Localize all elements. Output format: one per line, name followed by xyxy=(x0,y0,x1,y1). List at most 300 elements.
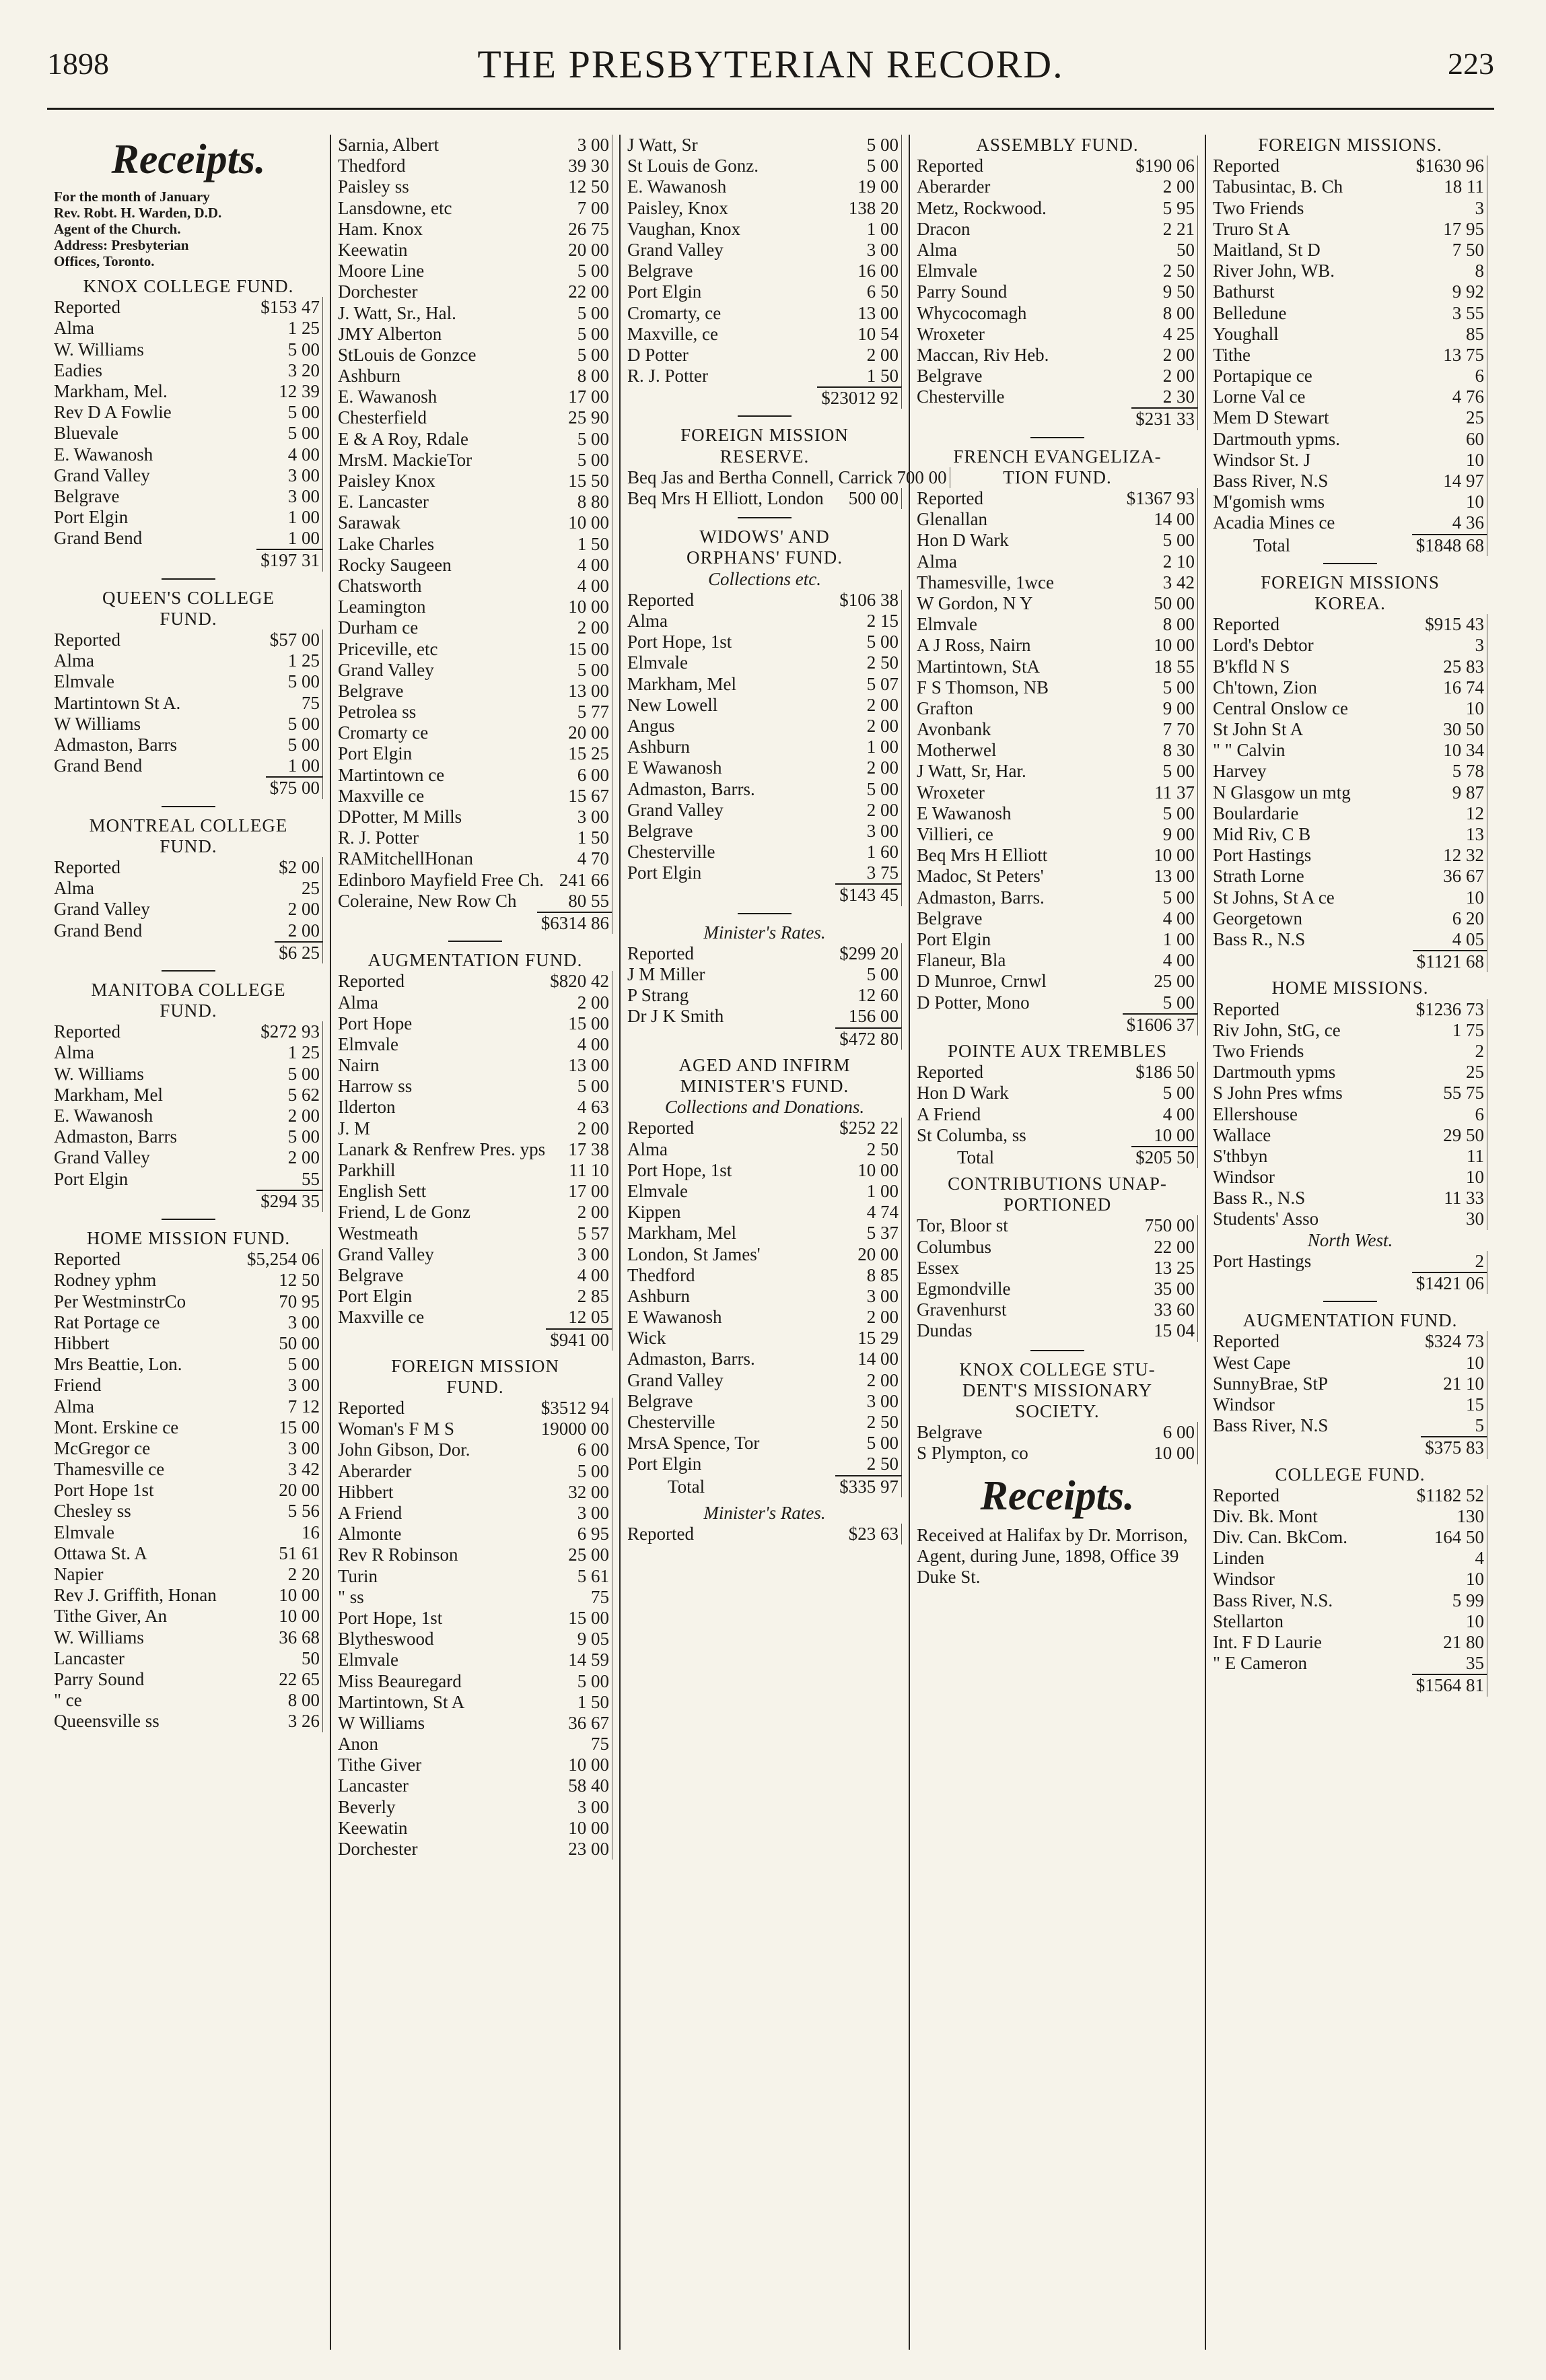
entry-label: Reported xyxy=(917,488,983,509)
entry-label: W Williams xyxy=(338,1712,425,1733)
entry-label: Ilderton xyxy=(338,1097,396,1118)
entry-label: W Gordon, N Y xyxy=(917,592,1033,613)
entry-amount: 2 00 xyxy=(863,695,902,716)
entry-label: Windsor xyxy=(1213,1394,1275,1415)
entry-row xyxy=(54,1333,323,1354)
entry-amount: 1 00 xyxy=(284,528,323,549)
entry-row xyxy=(627,1391,902,1412)
entry-row xyxy=(627,1370,902,1391)
column-5 xyxy=(1205,135,1494,2350)
entry-row xyxy=(917,782,1198,803)
entry-label: Cromarty, ce xyxy=(627,302,722,323)
page-year: 1898 xyxy=(47,46,109,81)
entry-label: Bass R., N.S xyxy=(1213,1188,1306,1209)
entry-label: N Glasgow un mtg xyxy=(1213,782,1351,803)
entry-amount: 4 00 xyxy=(573,576,612,597)
entry-row xyxy=(338,240,612,261)
entry-label: Reported xyxy=(1213,998,1279,1019)
entry-label: Reported xyxy=(917,1062,983,1083)
entry-row xyxy=(54,1585,323,1606)
entry-label: Tithe xyxy=(1213,344,1251,365)
entry-label: M'gomish wms xyxy=(1213,491,1325,512)
entry-amount: 3 00 xyxy=(863,240,902,261)
entry-row xyxy=(917,992,1198,1013)
entry-amount: 700 00 xyxy=(892,467,950,488)
entry-label: Admaston, Barrs. xyxy=(627,778,755,799)
fund-heading: FOREIGN MISSION xyxy=(391,1355,559,1376)
entry-row xyxy=(917,551,1198,572)
entry-row xyxy=(917,1237,1198,1258)
entry-row xyxy=(54,693,323,714)
entry-row xyxy=(627,1202,902,1223)
entry-row xyxy=(1213,1394,1487,1415)
entry-row xyxy=(1213,1527,1487,1548)
entry-row xyxy=(54,402,323,423)
entry-label: R. J. Potter xyxy=(627,366,709,386)
entry-label: Egmondville xyxy=(917,1279,1011,1299)
entry-amount: 2 50 xyxy=(863,1412,902,1433)
entry-amount: 2 00 xyxy=(863,800,902,821)
entry-amount: 11 10 xyxy=(565,1160,612,1181)
entry-amount: 20 00 xyxy=(564,240,612,261)
entry-amount: 14 97 xyxy=(1439,471,1487,491)
entry-row xyxy=(54,1417,323,1438)
fund-heading: PORTIONED xyxy=(1003,1194,1112,1215)
entry-row xyxy=(54,878,323,899)
entry-label: Whycocomagh xyxy=(917,302,1027,323)
entry-row xyxy=(54,1042,323,1063)
entry-label: Reported xyxy=(338,1398,405,1419)
entry-label: Port Elgin xyxy=(338,1286,413,1307)
entry-amount: 5 xyxy=(1471,1415,1488,1436)
entry-amount: 241 66 xyxy=(555,870,612,891)
entry-row xyxy=(54,1564,323,1585)
entry-row xyxy=(917,1215,1198,1236)
entry-row xyxy=(1213,1331,1487,1352)
entry-label: Blytheswood xyxy=(338,1629,434,1650)
entry-label: S John Pres wfms xyxy=(1213,1083,1343,1103)
entry-row xyxy=(1213,740,1487,761)
entry-row xyxy=(627,611,902,632)
entry-amount: 2 20 xyxy=(284,1564,323,1585)
fund-section xyxy=(917,446,1198,1034)
fund-heading: HOME MISSIONS. xyxy=(1271,978,1429,998)
entry-label: Martintown ce xyxy=(338,764,445,785)
entry-amount: 2 00 xyxy=(1159,366,1198,386)
entry-label: Hibbert xyxy=(338,1481,394,1502)
entry-amount: 75 xyxy=(587,1734,612,1755)
entry-label: Beq Mrs H Elliott, London xyxy=(627,488,824,509)
entry-row xyxy=(917,240,1198,261)
entry-amount: 26 75 xyxy=(564,219,612,240)
entry-label: MrsA Spence, Tor xyxy=(627,1433,760,1454)
entry-row xyxy=(338,1713,612,1734)
fund-total-amount: $197 31 xyxy=(256,549,323,571)
entry-amount: 4 25 xyxy=(1159,324,1198,345)
entry-row xyxy=(54,1085,323,1106)
entry-label: Dr J K Smith xyxy=(627,1006,724,1027)
entry-label: Chesterville xyxy=(627,842,715,862)
entry-amount: 33 60 xyxy=(1150,1299,1198,1320)
entry-amount: 1 00 xyxy=(863,1181,902,1202)
fund-section xyxy=(627,1503,902,1544)
entry-label: Chesterfield xyxy=(338,407,427,428)
entry-amount: 25 90 xyxy=(564,407,612,428)
entry-amount: 2 xyxy=(1471,1251,1488,1272)
entry-label: " E Cameron xyxy=(1213,1653,1307,1674)
entry-row xyxy=(627,1307,902,1328)
intro-line: For the month of January xyxy=(54,189,210,205)
entry-amount: 10 xyxy=(1462,1569,1487,1590)
entry-amount: 2 30 xyxy=(1159,386,1198,407)
entry-row xyxy=(338,870,612,891)
entry-row xyxy=(338,786,612,807)
entry-label: B'kfld N S xyxy=(1213,656,1290,677)
entry-row xyxy=(338,1524,612,1544)
entry-label: Grand Valley xyxy=(54,1147,150,1168)
entry-label: Windsor xyxy=(1213,1167,1275,1188)
entry-row xyxy=(338,281,612,302)
fund-total-row xyxy=(338,1328,612,1349)
entry-row xyxy=(54,444,323,465)
fund-total-amount: $294 35 xyxy=(256,1190,323,1212)
entry-row xyxy=(917,593,1198,614)
entry-label: Windsor St. J xyxy=(1213,449,1311,470)
entry-amount: 30 50 xyxy=(1439,719,1487,740)
fund-section xyxy=(917,1041,1198,1167)
entry-amount: 7 70 xyxy=(1159,719,1198,740)
entry-amount: 14 00 xyxy=(853,1349,902,1369)
entry-amount: 5 00 xyxy=(1159,887,1198,908)
entry-label: Wick xyxy=(627,1328,666,1349)
entry-label: J M Miller xyxy=(627,964,705,985)
entry-row xyxy=(627,695,902,716)
entry-label: Edinboro Mayfield Free Ch. xyxy=(338,869,544,890)
entry-amount: $1236 73 xyxy=(1412,999,1487,1020)
entry-label: J Watt, Sr, Har. xyxy=(917,761,1026,782)
entry-row xyxy=(54,857,323,878)
fund-total-amount: $6 25 xyxy=(275,941,323,963)
entry-amount: 8 xyxy=(1471,261,1488,281)
entry-row xyxy=(338,1587,612,1608)
entry-amount: 75 xyxy=(297,693,323,714)
entry-row xyxy=(54,1312,323,1333)
entry-amount: 15 00 xyxy=(275,1417,323,1438)
entry-label: Paisley, Knox xyxy=(627,197,728,218)
entry-amount: 5 00 xyxy=(573,345,612,366)
entry-row xyxy=(338,491,612,512)
fund-total-row xyxy=(54,941,323,962)
entry-label: E Wawanosh xyxy=(917,803,1012,823)
entry-amount: 11 37 xyxy=(1150,782,1198,803)
entry-amount: 21 10 xyxy=(1439,1373,1487,1394)
entry-amount: 3 00 xyxy=(573,135,612,156)
entry-label: Rodney yphm xyxy=(54,1270,157,1291)
fund-section xyxy=(627,922,902,1048)
entry-row xyxy=(1213,1251,1487,1272)
entry-row xyxy=(917,908,1198,929)
entry-row xyxy=(54,1459,323,1480)
entry-amount: 70 95 xyxy=(275,1291,323,1312)
entry-amount: 3 00 xyxy=(284,1438,323,1459)
entry-row xyxy=(1213,1188,1487,1209)
page-title: THE PRESBYTERIAN RECORD. xyxy=(477,42,1064,86)
entry-label: Parkhill xyxy=(338,1160,396,1181)
entry-row xyxy=(627,345,902,366)
entry-row xyxy=(54,735,323,755)
entry-amount: 5 00 xyxy=(1159,761,1198,782)
entry-amount: 80 55 xyxy=(564,891,612,912)
fund-heading: AUGMENTATION FUND. xyxy=(367,950,583,971)
entry-label: Belgrave xyxy=(338,680,404,701)
fund-heading: ORPHANS' FUND. xyxy=(687,547,843,568)
entry-label: Petrolea ss xyxy=(338,702,417,722)
entry-label: Grand Bend xyxy=(54,528,143,549)
fund-heading: HOME MISSION FUND. xyxy=(86,1227,291,1248)
entry-label: Hon D Wark xyxy=(917,1083,1009,1103)
entry-amount: 1 75 xyxy=(1448,1020,1487,1041)
entry-row xyxy=(1213,240,1487,261)
fund-total-amount: $941 00 xyxy=(546,1328,612,1351)
section-divider xyxy=(448,941,502,942)
entry-amount: 2 85 xyxy=(573,1286,612,1307)
fund-total-row xyxy=(627,1475,902,1496)
section-divider xyxy=(738,415,792,417)
entry-amount: 5 00 xyxy=(284,339,323,360)
fund-section xyxy=(627,1055,902,1496)
entry-label: Moore Line xyxy=(338,261,425,281)
entry-label: Elmvale xyxy=(338,1033,398,1054)
entry-row xyxy=(627,1006,902,1027)
entry-amount: 17 95 xyxy=(1439,219,1487,240)
entry-amount: 15 29 xyxy=(853,1328,902,1349)
entry-label: Ashburn xyxy=(627,1285,690,1306)
entry-amount: 10 00 xyxy=(275,1585,323,1606)
entry-amount: 2 00 xyxy=(284,899,323,920)
entry-label: Reported xyxy=(917,156,983,176)
entry-row xyxy=(338,848,612,869)
entry-amount: 2 10 xyxy=(1159,551,1198,572)
fund-heading: FOREIGN MISSIONS. xyxy=(1258,135,1442,155)
entry-label: Martintown St A. xyxy=(54,692,181,713)
entry-label: Tor, Bloor st xyxy=(917,1215,1008,1236)
entry-amount: 3 75 xyxy=(863,862,902,883)
entry-row xyxy=(338,702,612,722)
fund-heading: WIDOWS' AND xyxy=(699,526,830,547)
entry-amount: 130 xyxy=(1453,1506,1488,1527)
entry-row xyxy=(627,219,902,240)
entry-amount: 5 00 xyxy=(573,261,612,281)
entry-amount: 5 00 xyxy=(1159,530,1198,551)
entry-label: Martintown, StA xyxy=(917,656,1041,677)
entry-amount: 13 00 xyxy=(564,1055,612,1076)
entry-label: Alma xyxy=(54,1396,94,1417)
entry-label: Rev J. Griffith, Honan xyxy=(54,1585,217,1606)
entry-label: Angus xyxy=(627,715,675,736)
entry-amount: 5 00 xyxy=(573,1461,612,1482)
entry-row xyxy=(917,198,1198,219)
entry-amount: 29 50 xyxy=(1439,1125,1487,1146)
entry-row xyxy=(917,176,1198,197)
entry-label: Turin xyxy=(338,1565,378,1586)
entry-amount: 3 xyxy=(1471,635,1488,656)
entry-amount: $5,254 06 xyxy=(243,1249,323,1270)
fund-heading: AGED AND INFIRM xyxy=(678,1054,851,1075)
entry-row xyxy=(338,512,612,533)
entry-label: Int. F D Laurie xyxy=(1213,1632,1322,1653)
entry-label: Avonbank xyxy=(917,719,991,740)
entry-row xyxy=(1213,761,1487,782)
entry-label: Belgrave xyxy=(54,485,120,506)
entry-row xyxy=(54,318,323,339)
entry-amount: 36 67 xyxy=(1439,866,1487,887)
entry-row xyxy=(917,281,1198,302)
entry-row xyxy=(338,765,612,786)
entry-amount: 16 74 xyxy=(1439,677,1487,698)
entry-amount: 156 00 xyxy=(845,1006,902,1027)
entry-row xyxy=(338,1076,612,1097)
entry-amount: 4 74 xyxy=(863,1202,902,1223)
entry-row xyxy=(917,887,1198,908)
entry-amount: 3 26 xyxy=(284,1711,323,1732)
entry-label: Youghall xyxy=(1213,323,1279,344)
section-divider xyxy=(162,806,215,807)
entry-row xyxy=(627,1223,902,1244)
entry-row xyxy=(1213,614,1487,635)
entry-amount: 17 00 xyxy=(564,1181,612,1202)
entry-label: Dartmouth ypms xyxy=(1213,1062,1336,1083)
entry-label: Elmvale xyxy=(627,1180,688,1201)
entry-amount: 19 00 xyxy=(853,176,902,197)
entry-label: Elmvale xyxy=(338,1650,398,1670)
entry-label: Port Elgin xyxy=(627,1454,702,1474)
entry-row xyxy=(917,1422,1198,1443)
fund-heading: FOREIGN MISSION xyxy=(680,425,849,446)
entry-row xyxy=(338,345,612,366)
entry-row xyxy=(54,1169,323,1190)
entry-label: Alma xyxy=(917,239,957,260)
entry-label: E Wawanosh xyxy=(627,1307,722,1328)
entry-label: E. Wawanosh xyxy=(338,386,437,407)
entry-row xyxy=(1213,303,1487,324)
entry-amount: 3 00 xyxy=(284,465,323,486)
fund-subheading: Collections and Donations. xyxy=(664,1097,865,1118)
entry-label: W Williams xyxy=(54,713,141,734)
entry-label: Alma xyxy=(627,1138,668,1159)
entry-label: Bass River, N.S xyxy=(1213,471,1329,491)
column-1 xyxy=(47,135,330,2350)
entry-row xyxy=(54,1291,323,1312)
entry-label: Rev D A Fowlie xyxy=(54,402,172,423)
entry-label: Port Hope 1st xyxy=(54,1480,154,1501)
entry-amount: 3 42 xyxy=(1159,572,1198,593)
entry-amount: 85 xyxy=(1462,324,1487,345)
entry-row xyxy=(917,324,1198,345)
fund-heading: MONTREAL COLLEGE xyxy=(89,815,288,836)
entry-row xyxy=(627,198,902,219)
entry-amount: 4 xyxy=(1471,1548,1488,1569)
entry-amount: 2 00 xyxy=(573,992,612,1013)
entry-row xyxy=(917,866,1198,887)
entry-row xyxy=(338,1629,612,1650)
entry-amount: 750 00 xyxy=(1141,1215,1198,1236)
entry-row xyxy=(627,1265,902,1286)
entry-label: Woman's F M S xyxy=(338,1419,454,1439)
entry-row xyxy=(627,779,902,800)
entry-row xyxy=(1213,176,1487,197)
entry-amount: $272 93 xyxy=(256,1021,323,1042)
entry-row xyxy=(338,156,612,176)
fund-total-amount: $1421 06 xyxy=(1412,1272,1487,1294)
entry-label: Almonte xyxy=(338,1524,402,1544)
entry-label: River John, WB. xyxy=(1213,261,1335,281)
entry-row xyxy=(917,803,1198,824)
entry-row xyxy=(338,1223,612,1244)
entry-row xyxy=(1213,1020,1487,1041)
entry-label: Rev R Robinson xyxy=(338,1544,458,1565)
entry-row xyxy=(54,1354,323,1375)
entry-amount: 5 00 xyxy=(284,735,323,755)
entry-row xyxy=(1213,407,1487,428)
entry-amount: 50 xyxy=(1172,240,1198,261)
entry-label: Harrow ss xyxy=(338,1076,413,1097)
entry-label: Nairn xyxy=(338,1055,380,1076)
entry-amount: 20 00 xyxy=(275,1480,323,1501)
entry-amount: 39 30 xyxy=(564,156,612,176)
entry-amount: 164 50 xyxy=(1430,1527,1487,1548)
entry-label: Parry Sound xyxy=(54,1668,145,1689)
fund-heading: FUND. xyxy=(160,608,217,629)
entry-label: Thedford xyxy=(338,156,406,176)
entry-row xyxy=(338,743,612,764)
entry-row xyxy=(627,1524,902,1544)
entry-row xyxy=(54,1375,323,1396)
entry-row xyxy=(338,597,612,617)
entry-row xyxy=(1213,824,1487,845)
entry-label: Port Hope, 1st xyxy=(338,1607,443,1628)
entry-row xyxy=(917,1062,1198,1083)
entry-row xyxy=(627,1160,902,1181)
fund-total-amount: $1606 37 xyxy=(1123,1013,1198,1035)
columns-container xyxy=(47,135,1494,2356)
entry-amount: 4 00 xyxy=(1159,1104,1198,1125)
entry-amount: 2 21 xyxy=(1159,219,1198,240)
entry-label: Bass River, N.S. xyxy=(1213,1590,1333,1610)
entry-row xyxy=(627,324,902,345)
entry-amount: 2 00 xyxy=(1159,176,1198,197)
entry-row xyxy=(1213,1590,1487,1611)
entry-label: Ham. Knox xyxy=(338,218,423,239)
entry-label: Beq Jas and Bertha Connell, Carrick xyxy=(627,467,893,487)
entry-row xyxy=(1213,999,1487,1020)
entry-label: Ashburn xyxy=(338,366,400,386)
entry-row xyxy=(1213,1569,1487,1590)
entry-row xyxy=(627,1412,902,1433)
entry-amount: 2 00 xyxy=(573,1118,612,1139)
fund-subheading: Collections etc. xyxy=(708,568,821,589)
entry-row xyxy=(338,534,612,555)
entry-row xyxy=(627,488,902,509)
entry-amount: 10 00 xyxy=(853,1160,902,1181)
entry-label: Two Friends xyxy=(1213,1040,1304,1061)
entry-label: Div. Can. BkCom. xyxy=(1213,1527,1348,1548)
entry-row xyxy=(1213,1548,1487,1569)
entry-label: W. Williams xyxy=(54,1627,144,1647)
fund-heading: CONTRIBUTIONS UNAP- xyxy=(948,1174,1167,1194)
entry-amount: 22 00 xyxy=(1150,1237,1198,1258)
entry-amount: 5 77 xyxy=(573,702,612,722)
entry-row xyxy=(1213,1062,1487,1083)
